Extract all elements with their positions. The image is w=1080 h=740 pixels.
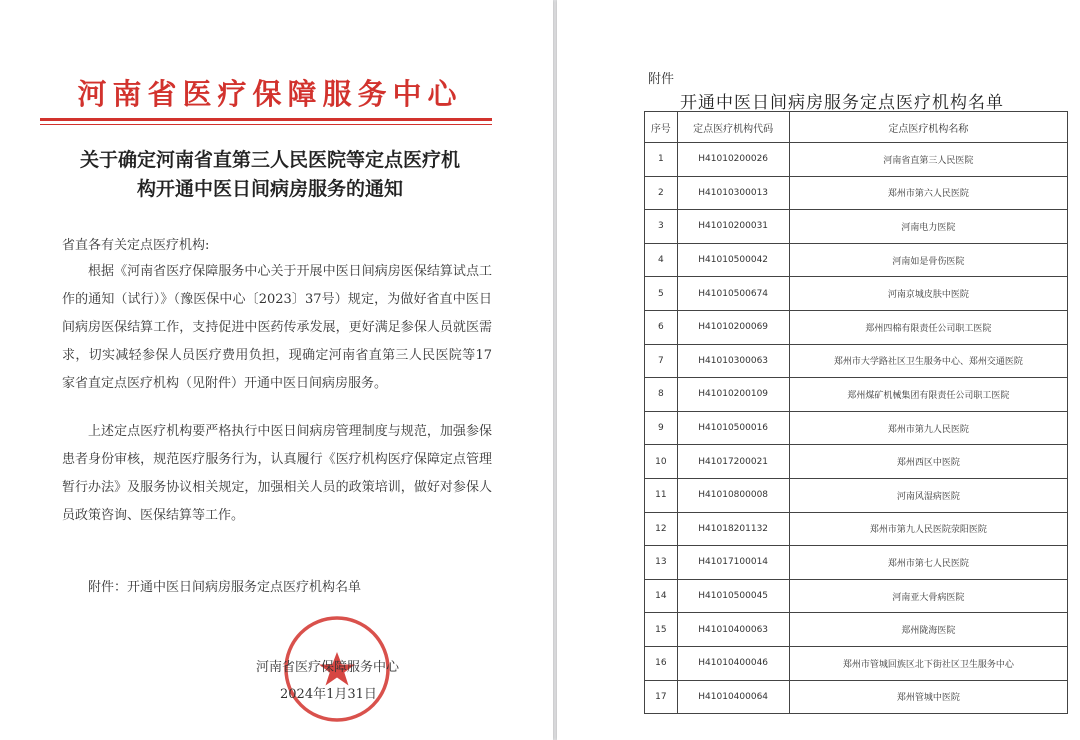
institution-table [644, 111, 1068, 714]
cell-seq: 9 [645, 411, 678, 445]
cell-name: 河南电力医院 [789, 210, 1067, 244]
header-red-rule-thick [40, 118, 492, 121]
cell-seq: 11 [645, 478, 678, 512]
notice-title-line2: 构开通中医日间病房服务的通知 [136, 178, 403, 200]
cell-name: 河南京城皮肤中医院 [789, 277, 1067, 311]
table-row [645, 579, 1068, 613]
cell-code: H41010200109 [677, 378, 789, 412]
cell-seq: 2 [645, 176, 678, 210]
cell-seq: 17 [645, 680, 678, 714]
cell-name: 郑州市管城回族区北下街社区卫生服务中心 [789, 646, 1067, 680]
cell-name: 郑州四棉有限责任公司职工医院 [789, 310, 1067, 344]
table-row [645, 310, 1068, 344]
cell-seq: 10 [645, 445, 678, 479]
cell-seq: 1 [645, 143, 678, 177]
cell-code: H41010500045 [677, 579, 789, 613]
cell-name: 郑州市第九人民医院荥阳医院 [789, 512, 1067, 546]
cell-code: H41017100014 [677, 546, 789, 580]
cell-seq: 15 [645, 613, 678, 647]
salutation: 省直各有关定点医疗机构: [62, 238, 210, 253]
cell-name: 郑州西区中医院 [789, 445, 1067, 479]
table-row [645, 411, 1068, 445]
appendix-label: 附件 [648, 72, 675, 87]
cell-seq: 13 [645, 546, 678, 580]
cell-code: H41018201132 [677, 512, 789, 546]
cell-seq: 16 [645, 646, 678, 680]
cell-code: H41017200021 [677, 445, 789, 479]
table-header-row [645, 112, 1068, 143]
table-row [645, 378, 1068, 412]
cell-code: H41010500016 [677, 411, 789, 445]
table-row [645, 445, 1068, 479]
header-seq: 序号 [645, 112, 678, 143]
cell-code: H41010300013 [677, 176, 789, 210]
cell-code: H41010500674 [677, 277, 789, 311]
cell-name: 郑州陇海医院 [789, 613, 1067, 647]
table-row [645, 512, 1068, 546]
cell-seq: 6 [645, 310, 678, 344]
table-row [645, 680, 1068, 714]
cell-code: H41010200031 [677, 210, 789, 244]
header-name: 定点医疗机构名称 [789, 112, 1067, 143]
cell-seq: 14 [645, 579, 678, 613]
header-red-rule-thin [40, 124, 492, 125]
cell-name: 河南如是骨伤医院 [789, 243, 1067, 277]
notice-title-line1: 关于确定河南省直第三人民医院等定点医疗机 [79, 149, 460, 171]
cell-name: 郑州市第九人民医院 [789, 411, 1067, 445]
signature-date: 2024年1月31日 [280, 687, 377, 702]
signature-issuer: 河南省医疗保障服务中心 [256, 660, 400, 675]
cell-name: 郑州煤矿机械集团有限责任公司职工医院 [789, 378, 1067, 412]
table-row [645, 344, 1068, 378]
table-row [645, 176, 1068, 210]
cell-name: 河南亚大骨病医院 [789, 579, 1067, 613]
cell-name: 郑州市大学路社区卫生服务中心、郑州交通医院 [789, 344, 1067, 378]
cell-name: 河南省直第三人民医院 [789, 143, 1067, 177]
issuer-header-title: 河南省医疗保障服务中心 [77, 77, 463, 111]
cell-seq: 8 [645, 378, 678, 412]
cell-code: H41010200026 [677, 143, 789, 177]
cell-code: H41010400046 [677, 646, 789, 680]
cell-seq: 3 [645, 210, 678, 244]
cell-code: H41010500042 [677, 243, 789, 277]
header-code: 定点医疗机构代码 [677, 112, 789, 143]
body-paragraph-2: 上述定点医疗机构要严格执行中医日间病房管理制度与规范，加强参保患者身份审核，规范医疗服务行为，认真履行《医疗机构医疗保障定点管理暂行办法》及服务协议相关规定，加强相关人员的政策培训，做好对参保人员政策咨询、医保结算等工作。 [62, 424, 492, 523]
cell-seq: 12 [645, 512, 678, 546]
cell-name: 河南风湿病医院 [789, 478, 1067, 512]
cell-code: H41010200069 [677, 310, 789, 344]
cell-code: H41010300063 [677, 344, 789, 378]
table-row [645, 546, 1068, 580]
cell-name: 郑州管城中医院 [789, 680, 1067, 714]
attachment-reference: 附件：开通中医日间病房服务定点医疗机构名单 [88, 580, 362, 595]
cell-code: H41010400063 [677, 613, 789, 647]
table-row [645, 243, 1068, 277]
table-row [645, 646, 1068, 680]
notice-title [50, 146, 490, 204]
cell-code: H41010400064 [677, 680, 789, 714]
institution-list-title: 开通中医日间病房服务定点医疗机构名单 [680, 93, 1004, 113]
table-row [645, 277, 1068, 311]
cell-code: H41010800008 [677, 478, 789, 512]
table-row [645, 613, 1068, 647]
cell-seq: 5 [645, 277, 678, 311]
table-row [645, 143, 1068, 177]
body-paragraph-1: 根据《河南省医疗保障服务中心关于开展中医日间病房医保结算试点工作的通知（试行）》（豫医保中心〔2023〕37号）规定，为做好省直中医日间病房医保结算工作，支持促进中医药传承发展，更好满足参保人员就医需求，切实减轻参保人员医疗费用负担，现确定河南省直第三人民医院等17家省直定点医疗机构（见附件）开通中医日间病房服务。 [62, 264, 492, 391]
table-row [645, 478, 1068, 512]
cell-seq: 7 [645, 344, 678, 378]
table-row [645, 210, 1068, 244]
cell-name: 郑州市第六人民医院 [789, 176, 1067, 210]
cell-name: 郑州市第七人民医院 [789, 546, 1067, 580]
cell-seq: 4 [645, 243, 678, 277]
